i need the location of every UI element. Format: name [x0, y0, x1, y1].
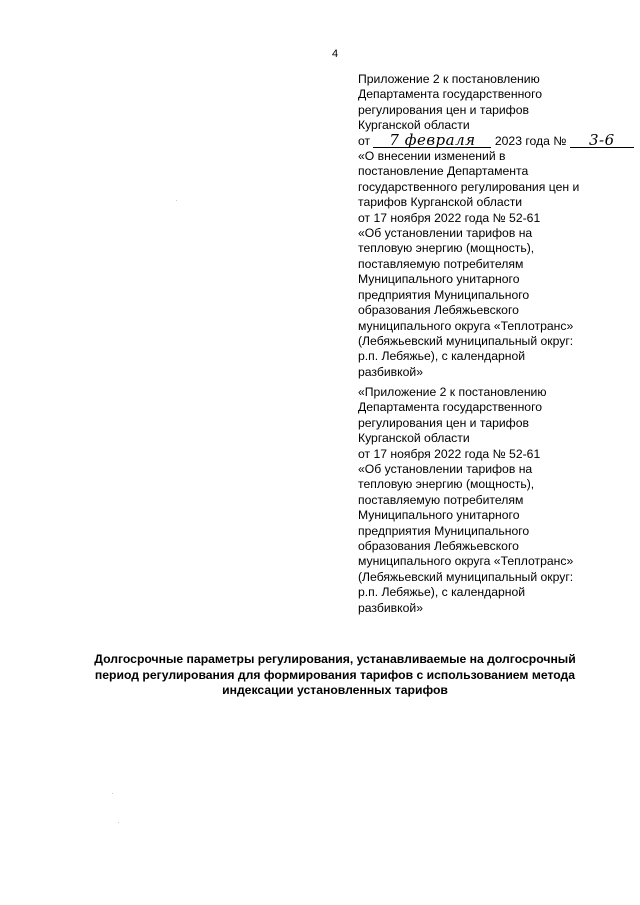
appendix-line: Курганской области: [358, 118, 470, 133]
appendix-line: муниципального округа «Теплотранс»: [358, 318, 574, 333]
page-number: 4: [331, 48, 339, 60]
date-line: [358, 130, 628, 149]
quoted-line: «Приложение 2 к постановлению: [358, 385, 547, 399]
handwritten-number: 3-6: [570, 134, 634, 148]
appendix-line: (Лебяжьевский муниципальный округ:: [358, 333, 574, 348]
scan-speck: [112, 793, 113, 794]
appendix-line: Приложение 2 к постановлению: [358, 72, 540, 86]
quoted-line: р.п. Лебяжье), с календарной: [358, 585, 526, 600]
appendix-line: от 17 ноября 2022 года № 52-61: [358, 210, 541, 225]
handwritten-date: 7 февраля: [373, 134, 491, 148]
heading-line: Долгосрочные параметры регулирования, устанавливаемые на долгосрочный: [94, 652, 576, 666]
quoted-line: поставляемую потребителям: [358, 492, 524, 507]
date-prefix: от: [358, 133, 371, 148]
quoted-line: Курганской области: [358, 431, 470, 446]
scan-speck: [176, 200, 177, 201]
appendix-line: образования Лебяжьевского: [358, 303, 519, 318]
quoted-appendix-block: [358, 385, 628, 616]
quoted-line: «Об установлении тарифов на: [358, 462, 533, 477]
appendix-line: «О внесении изменений в: [358, 149, 506, 164]
appendix-line: регулирования цен и тарифов: [358, 102, 529, 117]
quoted-line: Департамента государственного: [358, 400, 543, 415]
scan-speck: [118, 822, 119, 823]
appendix-line: Департамента государственного: [358, 87, 543, 102]
quoted-line: тепловую энергию (мощность),: [358, 477, 535, 492]
appendix-line: разбивкой»: [358, 364, 423, 379]
appendix-header-block: [358, 72, 628, 380]
heading-line: индексации установленных тарифов: [222, 683, 448, 697]
appendix-line: постановление Департамента: [358, 164, 529, 179]
quoted-line: образования Лебяжьевского: [358, 539, 519, 554]
appendix-line: предприятия Муниципального: [358, 287, 530, 302]
appendix-line: р.п. Лебяжье), с календарной: [358, 349, 526, 364]
date-year: 2023 года №: [494, 133, 567, 148]
appendix-line: «Об установлении тарифов на: [358, 226, 533, 241]
quoted-line: регулирования цен и тарифов: [358, 415, 529, 430]
quoted-line: предприятия Муниципального: [358, 523, 530, 538]
document-heading: [60, 652, 610, 699]
quoted-line: муниципального округа «Теплотранс»: [358, 554, 574, 569]
quoted-line: от 17 ноября 2022 года № 52-61: [358, 446, 541, 461]
heading-line: период регулирования для формирования тарифов с использованием метода: [94, 667, 576, 682]
appendix-line: тепловую энергию (мощность),: [358, 241, 535, 256]
appendix-line: государственного регулирования цен и: [358, 179, 580, 194]
appendix-line: тарифов Курганской области: [358, 195, 523, 210]
quoted-line: (Лебяжьевский муниципальный округ:: [358, 569, 574, 584]
quoted-line: Муниципального унитарного: [358, 508, 520, 523]
appendix-line: Муниципального унитарного: [358, 272, 520, 287]
appendix-line: поставляемую потребителям: [358, 256, 524, 271]
quoted-line: разбивкой»: [358, 600, 423, 615]
